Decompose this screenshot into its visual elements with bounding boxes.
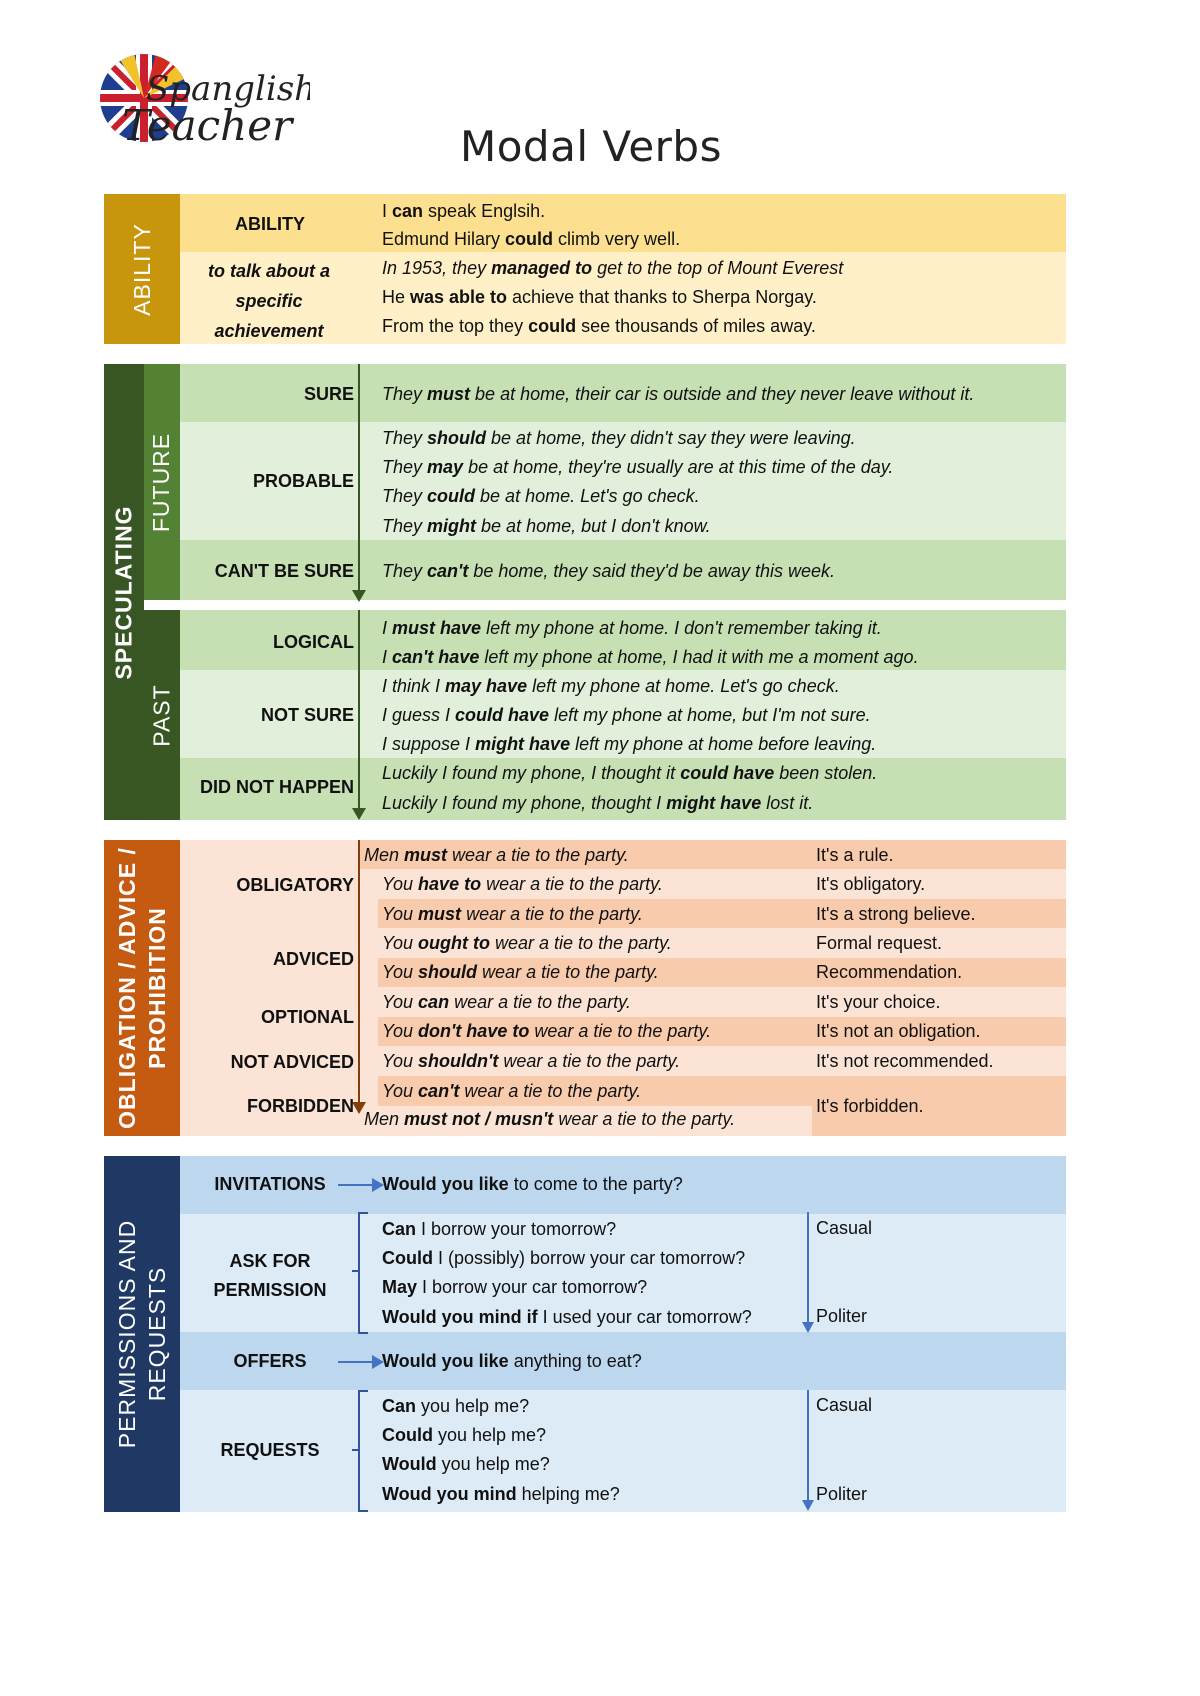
obligation-example-8: You shouldn't wear a tie to the party. <box>382 1051 681 1071</box>
did-not-happen-category: DID NOT HAPPEN <box>199 777 354 797</box>
requests-casual-label: Casual <box>816 1395 873 1415</box>
requests-example-4: Woud you mind helping me? <box>382 1484 620 1504</box>
svg-text:Spanglish: Spanglish <box>146 69 310 109</box>
ability-category: ABILITY <box>235 214 305 234</box>
past-arrow-head-icon <box>352 808 366 820</box>
speculating-side-label: SPECULATING <box>104 364 144 820</box>
svg-text:Teacher: Teacher <box>122 101 293 150</box>
requests-bracket-tick <box>352 1449 359 1451</box>
permissions-side-label: PERMISSIONS AND REQUESTS <box>104 1156 180 1512</box>
obligation-scale-arrow <box>358 840 360 1104</box>
spanglish-teacher-logo <box>100 44 310 154</box>
obligatory-category: OBLIGATORY <box>236 875 354 895</box>
not-sure-example-2: I guess I could have left my phone at home, but I'm not sure. <box>382 705 871 725</box>
ask-politer-label: Politer <box>816 1306 868 1326</box>
forbidden-note: It's forbidden. <box>816 1096 924 1116</box>
requests-category: REQUESTS <box>220 1440 320 1460</box>
requests-bracket <box>358 1390 368 1512</box>
obligation-example-5: You should wear a tie to the party. <box>382 962 659 982</box>
ask-politeness-arrow <box>807 1212 809 1324</box>
obligation-example-10: Men must not / musn't wear a tie to the party. <box>364 1109 736 1129</box>
did-not-happen-example-1: Luckily I found my phone, I thought it could have been stolen. <box>382 763 878 783</box>
did-not-happen-example-2: Luckily I found my phone, thought I might have lost it. <box>382 793 814 813</box>
requests-example-3: Would you help me? <box>382 1454 550 1474</box>
requests-politeness-arrow <box>807 1390 809 1502</box>
adviced-category: ADVICED <box>272 949 354 969</box>
future-certainty-arrow <box>358 364 360 592</box>
ability-side-label: ABILITY <box>104 194 180 344</box>
future-side-label: FUTURE <box>144 364 180 600</box>
obligation-example-9: You can't wear a tie to the party. <box>382 1081 642 1101</box>
forbidden-category: FORBIDDEN <box>247 1096 354 1116</box>
sure-example: They must be at home, their car is outside and they never leave without it. <box>382 384 975 404</box>
optional-category: OPTIONAL <box>261 1007 354 1027</box>
not-adviced-category: NOT ADVICED <box>230 1052 354 1072</box>
obligation-note-6: It's your choice. <box>816 992 941 1012</box>
logo-flag-icon <box>100 44 310 154</box>
ask-politeness-arrow-head-icon <box>802 1322 814 1333</box>
requests-example-2: Could you help me? <box>382 1425 547 1445</box>
invitations-example: Would you like to come to the party? <box>382 1174 683 1194</box>
requests-example-1: Can you help me? <box>382 1396 530 1416</box>
ability-achievement-category: to talk about a specific achievement <box>207 261 330 341</box>
ask-permission-example-1: Can I borrow your tomorrow? <box>382 1219 617 1239</box>
past-certainty-arrow <box>358 610 360 810</box>
obligation-example-6: You can wear a tie to the party. <box>382 992 631 1012</box>
offers-example: Would you like anything to eat? <box>382 1351 642 1371</box>
ability-line-2: Edmund Hilary could climb very well. <box>382 229 681 249</box>
future-arrow-head-icon <box>352 590 366 602</box>
obligation-example-2: You have to wear a tie to the party. <box>382 874 663 894</box>
not-sure-example-3: I suppose I might have left my phone at home before leaving. <box>382 734 877 754</box>
invitations-category: INVITATIONS <box>214 1174 326 1194</box>
not-sure-category: NOT SURE <box>260 705 354 725</box>
page-title: Modal Verbs <box>460 122 722 171</box>
requests-politeness-arrow-head-icon <box>802 1500 814 1511</box>
offers-category: OFFERS <box>233 1351 307 1371</box>
ask-permission-example-2: Could I (possibly) borrow your car tomorrow? <box>382 1248 746 1268</box>
obligation-side-label: OBLIGATION / ADVICE / PROHIBITION <box>104 840 180 1136</box>
offers-arrow-icon <box>338 1361 376 1363</box>
ability-line-4: He was able to achieve that thanks to Sherpa Norgay. <box>382 287 817 307</box>
requests-politer-label: Politer <box>816 1484 868 1504</box>
ask-permission-bracket-tick <box>352 1270 359 1272</box>
ability-line-5: From the top they could see thousands of miles away. <box>382 316 816 336</box>
ask-casual-label: Casual <box>816 1218 873 1238</box>
cant-be-sure-category: CAN'T BE SURE <box>214 561 354 581</box>
obligation-example-7: You don't have to wear a tie to the party. <box>382 1021 712 1041</box>
obligation-note-2: It's obligatory. <box>816 874 926 894</box>
obligation-note-8: It's not recommended. <box>816 1051 994 1071</box>
logical-example-2: I can't have left my phone at home, I had it with me a moment ago. <box>382 647 919 667</box>
ask-permission-example-4: Would you mind if I used your car tomorrow? <box>382 1307 752 1327</box>
probable-category: PROBABLE <box>252 471 354 491</box>
ask-permission-bracket <box>358 1212 368 1334</box>
obligation-note-7: It's not an obligation. <box>816 1021 981 1041</box>
not-sure-example-1: I think I may have left my phone at home. Let's go check. <box>382 676 840 696</box>
ask-permission-example-3: May I borrow your car tomorrow? <box>382 1277 648 1297</box>
obligation-note-3: It's a strong believe. <box>816 904 976 924</box>
obligation-example-4: You ought to wear a tie to the party. <box>382 933 672 953</box>
logical-example-1: I must have left my phone at home. I don't remember taking it. <box>382 618 882 638</box>
invitations-arrow-icon <box>338 1184 376 1186</box>
obligation-note-1: It's a rule. <box>816 845 894 865</box>
past-side-label: PAST <box>144 610 180 820</box>
logical-category: LOGICAL <box>273 632 354 652</box>
probable-example-2: They may be at home, they're usually are at this time of the day. <box>382 457 894 477</box>
ability-line-3: In 1953, they managed to get to the top of Mount Everest <box>382 258 844 278</box>
sure-category: SURE <box>303 384 354 404</box>
obligation-note-4: Formal request. <box>816 933 943 953</box>
obligation-note-5: Recommendation. <box>816 962 963 982</box>
obligation-example-3: You must wear a tie to the party. <box>382 904 643 924</box>
probable-example-3: They could be at home. Let's go check. <box>382 486 700 506</box>
cant-be-sure-example: They can't be home, they said they'd be away this week. <box>382 561 835 581</box>
probable-example-1: They should be at home, they didn't say they were leaving. <box>382 428 856 448</box>
probable-example-4: They might be at home, but I don't know. <box>382 516 711 536</box>
ask-permission-category: ASK FOR PERMISSION <box>213 1251 327 1300</box>
obligation-example-1: Men must wear a tie to the party. <box>364 845 629 865</box>
ability-line-1: I can speak Englsih. <box>382 201 546 221</box>
